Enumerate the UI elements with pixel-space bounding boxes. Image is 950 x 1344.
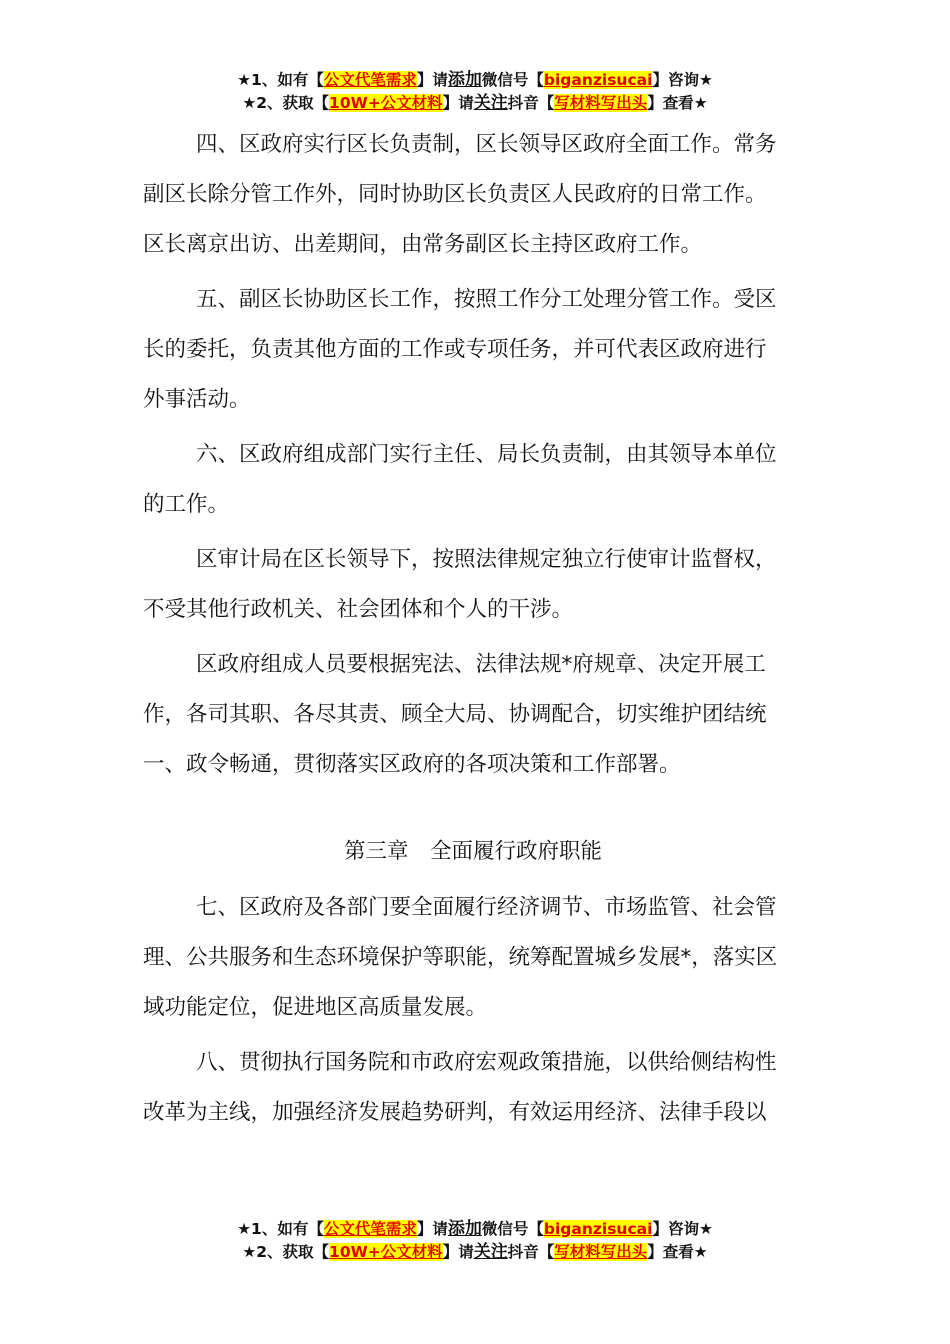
text: 微信号【 <box>481 1220 544 1238</box>
paragraph <box>143 120 823 270</box>
chapter-heading: 第三章 全面履行政府职能 <box>343 839 602 864</box>
text: 】查看★ <box>647 94 708 112</box>
underlined-text: 添加 <box>447 1219 482 1239</box>
text-line: 理、公共服务和生态环境保护等职能，统筹配置城乡发展*，落实区 <box>143 945 778 970</box>
text-line: 不受其他行政机关、社会团体和个人的干涉。 <box>143 597 574 622</box>
paragraph <box>143 640 823 790</box>
text: 抖音【 <box>507 94 555 112</box>
text: 】请 <box>416 1220 448 1238</box>
wechat-id: biganzisucai <box>543 1220 653 1238</box>
highlight-text: 公文代笔需求 <box>323 71 417 89</box>
paragraph <box>143 275 823 425</box>
underlined-text: 关注 <box>473 93 508 113</box>
douyin-account: 写材料写出头 <box>554 1243 648 1261</box>
text: 】咨询★ <box>652 71 713 89</box>
promo-line-2 <box>0 1241 950 1264</box>
text-line: 外事活动。 <box>143 387 251 412</box>
text: ★1、如有【 <box>237 1220 324 1238</box>
paragraph <box>143 535 823 635</box>
document-body <box>143 120 823 1143</box>
promo-banner-bottom <box>0 1218 950 1264</box>
text-line: 一、政令畅通，贯彻落实区政府的各项决策和工作部署。 <box>143 752 681 777</box>
text: ★2、获取【 <box>242 1243 330 1261</box>
text-line: 改革为主线，加强经济发展趋势研判，有效运用经济、法律手段以 <box>143 1100 767 1125</box>
promo-line-2 <box>0 92 950 115</box>
text-line: 区政府组成人员要根据宪法、法律法规*府规章、决定开展工 <box>196 652 766 677</box>
text: 】请 <box>442 1243 474 1261</box>
text-line: 域功能定位，促进地区高质量发展。 <box>143 995 488 1020</box>
text: 】咨询★ <box>652 1220 713 1238</box>
text-line: 长的委托，负责其他方面的工作或专项任务，并可代表区政府进行 <box>143 337 767 362</box>
text-line: 的工作。 <box>143 492 230 517</box>
text-line: 八、贯彻执行国务院和市政府宏观政策措施，以供给侧结构性 <box>196 1050 777 1075</box>
text: 】请 <box>416 71 448 89</box>
text-line: 六、区政府组成部门实行主任、局长负责制，由其领导本单位 <box>196 442 777 467</box>
text: 】请 <box>442 94 474 112</box>
promo-banner-top <box>0 69 950 115</box>
text-line: 区长离京出访、出差期间，由常务副区长主持区政府工作。 <box>143 232 703 257</box>
douyin-account: 写材料写出头 <box>554 94 648 112</box>
text: 】查看★ <box>647 1243 708 1261</box>
paragraph <box>143 1038 823 1138</box>
text: ★1、如有【 <box>237 71 324 89</box>
text: 微信号【 <box>481 71 544 89</box>
underlined-text: 关注 <box>473 1242 508 1262</box>
paragraph <box>143 430 823 530</box>
text-line: 七、区政府及各部门要全面履行经济调节、市场监管、社会管 <box>196 895 777 920</box>
paragraph <box>143 883 823 1033</box>
text: 抖音【 <box>507 1243 555 1261</box>
highlight-text: 10W+公文材料 <box>329 1243 443 1261</box>
wechat-id: biganzisucai <box>543 71 653 89</box>
text-line: 四、区政府实行区长负责制，区长领导区政府全面工作。常务 <box>196 132 777 157</box>
text-line: 作，各司其职、各尽其责、顾全大局、协调配合，切实维护团结统 <box>143 702 767 727</box>
highlight-text: 10W+公文材料 <box>329 94 443 112</box>
text: ★2、获取【 <box>242 94 330 112</box>
underlined-text: 添加 <box>447 70 482 90</box>
promo-line-1 <box>0 69 950 92</box>
text-line: 区审计局在区长领导下，按照法律规定独立行使审计监督权， <box>196 547 777 572</box>
promo-line-1 <box>0 1218 950 1241</box>
text-line: 五、副区长协助区长工作，按照工作分工处理分管工作。受区 <box>196 287 777 312</box>
highlight-text: 公文代笔需求 <box>323 1220 417 1238</box>
text-line: 副区长除分管工作外，同时协助区长负责区人民政府的日常工作。 <box>143 182 767 207</box>
paragraph-group-b <box>143 883 823 1138</box>
paragraph-group-a <box>143 120 823 790</box>
